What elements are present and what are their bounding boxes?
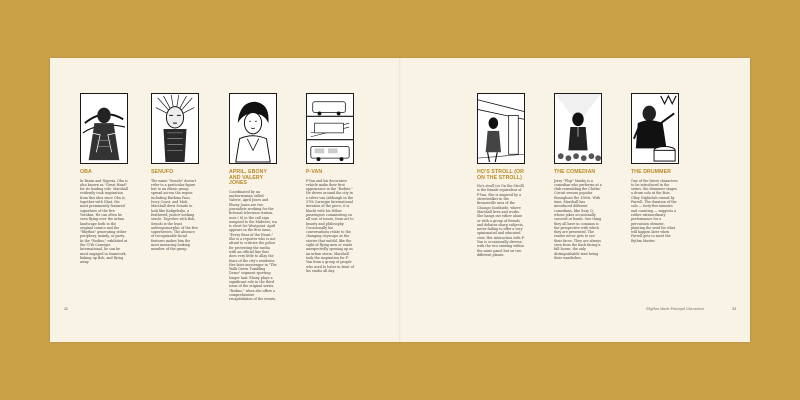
character-p-van <box>306 93 354 273</box>
page-number-right: 33 <box>732 307 736 311</box>
character-senufo <box>151 93 199 252</box>
character-drummer <box>631 93 679 243</box>
book-spread <box>50 58 750 342</box>
character-name: APRIL, EBONY AND VALERY JONES <box>229 169 267 187</box>
character-name: P-VAN <box>306 169 323 175</box>
character-name: HO'S STROLL (OR ON THE STROLL) <box>477 169 525 181</box>
oba-illustration <box>80 93 128 164</box>
jones-sisters-illustration <box>229 93 277 164</box>
character-oba <box>80 93 128 265</box>
character-description: Ho's stroll (or On the Stroll) is the female equivalent of P-Van. She is inspired by a streetwalker in the Bronzeville area of the Chicago Southside, where Marshall lives and works. She hangs out either alone or with a group of friends and debates sharp subjects, never failing to offer a very opinionated and educated view. Her interaction with P-Van is occasionally diverse, with the two existing within the same panel but on two different planes. <box>477 184 525 257</box>
character-hos-stroll <box>477 93 525 257</box>
running-head: Rhythm Mastr Principal Characters <box>646 307 704 311</box>
page-number-left: 32 <box>64 307 68 311</box>
left-page <box>50 58 400 342</box>
character-name: THE COMEDIAN <box>554 169 596 175</box>
right-page <box>400 58 750 342</box>
character-jones <box>229 93 277 302</box>
p-van-illustration <box>306 93 354 164</box>
character-comedian <box>554 93 602 260</box>
character-description: Jerry "Flop" Maeby is a comedian who performs at a club resembling the Chitlin' Circuit venues popular throughout the 1960s. With time, Marshall has introduced different comedians, like Suzy Q, whose jokes occasionally succeed or bomb. One thing they all have in common is the perspective with which they are presented. The reader never gets to see their faces. They are always seen from the back facing a full house, the only distinguishable trait being their wardrobes. <box>554 178 602 260</box>
character-name: SENUFO <box>151 169 174 175</box>
character-description: The name "Senufo" doesn't refer to a particular figure but to an ethnic group spread across the region including Burkina Faso, Ivory Coast, and Mali. Marshall drew Senufo to look like Kafigeledjo, a feathered, justice-seeking oracle. Together with Bob, Senufo is the least anthropomorphic of the five superheroes. The absence of recognizable facial features makes him the most menacing looking member of the group. <box>151 178 198 252</box>
senufo-illustration <box>151 93 199 164</box>
drummer-illustration <box>631 93 679 164</box>
character-name: THE DRUMMER <box>631 169 672 175</box>
character-description: Coordinated by an anchorwoman called Valerie, April Jones and Ebony Jones are two journalists working for the fictional television station, uses ( 8) in the call sign assigned to the Midwest; wa is short for Westpoint. April appears in the first issue, "Every Bear of the Heart," She is a reporter who is not afraid to criticize the police for protesting the media with an official line that does very little to allay the fears of the city's residents. Her later messenger in "The Walk Green Tumbling Demo" segment sporting longer hair. Ebony plays a significant role in the third issue of the original series, "Rodins," when she offers a comprehensive recapitulation of the events. <box>229 189 277 302</box>
character-description: One of the latest characters to be introduced in the series, the drummer stages a drum solo at the Bois Oliny Nightclub owned by Farrell. The duration of the solo — forty-five minutes and counting — suggests a rather extraordinary performance for a percussion element, planting the seed for what will happen later when Farrell gets to meet the Rythm Master. <box>631 178 678 243</box>
character-name: OBA <box>80 169 92 175</box>
hos-stroll-illustration <box>477 93 525 164</box>
comedian-illustration <box>554 93 602 164</box>
character-description: In Benin and Nigeria, Oba is also known as "Great Head" for its leading role. Marshall evidently took inspiration from this idea since Oba is, together with Nhat, the most prominently featured superhero of the five Yorubas. He can often be seen flying over the urban landscape both in the original comics and the "Rhythm" generating either periphery, mainly, or party. In the "Rodins," exhibited at the 57th Carnegie International, he can be most engaged in teamwork, linking up Bob, and flying away. <box>80 178 128 265</box>
character-description: P-Van and his decorative vehicle make their first appearance in the "Rodins." He drives around the city in a silver van (although in the 57th Carnegie International iteration of the piece, it is black) with his fellow passengers commenting on all sort of issues, from art to beauty and philosophy. Occasionally his conversations relate to the changing cityscape as the stories that unfold, like the sight of flying men or roads unexpectedly opening up as an urban storm. Marshall took the inspiration for P-Van from a group of people who used to loiter in front of his studio all day. <box>306 178 354 273</box>
